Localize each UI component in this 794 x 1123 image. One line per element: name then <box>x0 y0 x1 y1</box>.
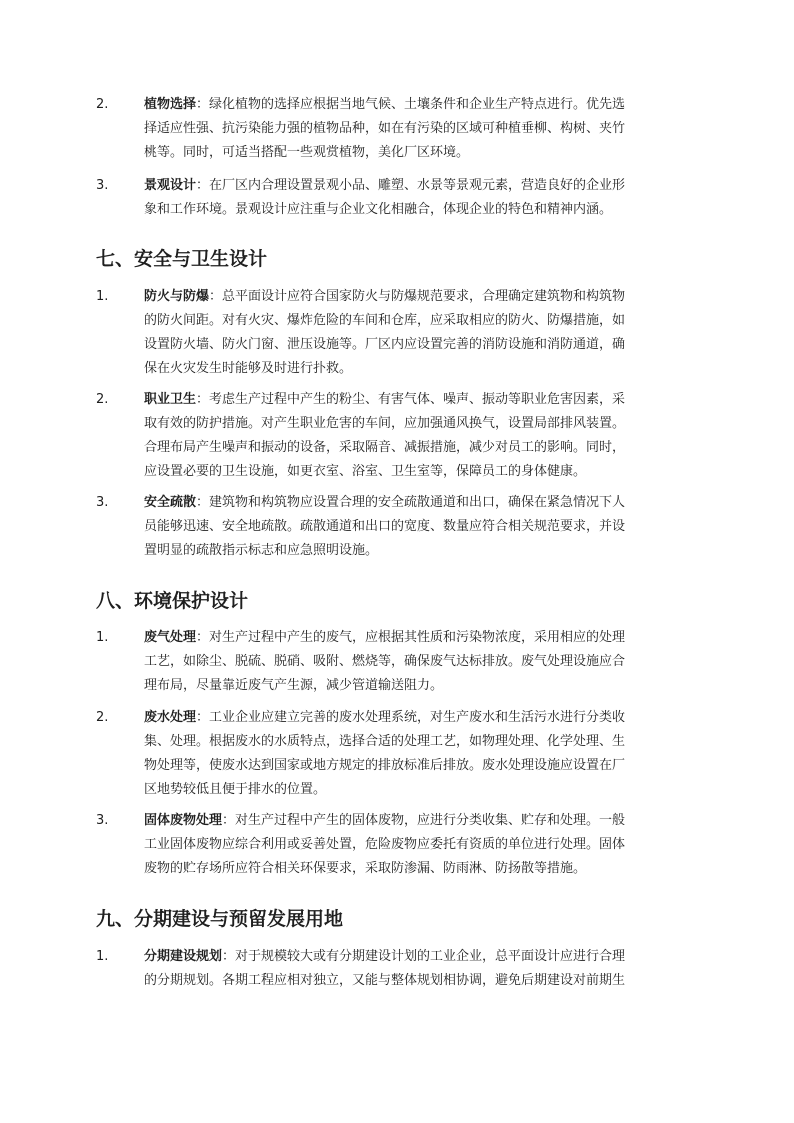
text-line: 设置防火墙、防火门窗、泄压设施等。厂区内应设置完善的消防设施和消防通道，确 <box>144 337 626 352</box>
text-line: ：总平面设计应符合国家防火与防爆规范要求，合理确定建筑物和构筑物 <box>209 289 626 304</box>
list-item-text <box>144 285 704 381</box>
text-line: 工艺，如除尘、脱硫、脱硝、吸附、燃烧等，确保废气达标排放。废气处理设施应合 <box>144 654 626 669</box>
text-line: 取有效的防护措施。对产生职业危害的车间，应加强通风换气，设置局部排风装置。 <box>144 416 626 431</box>
item-label: 安全疏散 <box>144 495 197 510</box>
list-number: 3. <box>96 813 109 828</box>
item-label: 防火与防爆 <box>144 289 210 304</box>
item-label: 景观设计 <box>144 178 197 193</box>
text-line: 区地势较低且便于排水的位置。 <box>144 782 327 797</box>
list-number: 1. <box>96 630 109 645</box>
list-number: 2. <box>96 97 109 112</box>
list-number: 1. <box>96 289 109 304</box>
section-heading-phased-construction: 九、分期建设与预留发展用地 <box>96 908 344 930</box>
item-label: 职业卫生 <box>144 392 197 407</box>
text-line: ：在厂区内合理设置景观小品、雕塑、水景等景观元素，营造良好的企业形 <box>196 178 626 193</box>
text-line: ：对生产过程中产生的废气，应根据其性质和污染物浓度，采用相应的处理 <box>196 630 626 645</box>
text-line: ：绿化植物的选择应根据当地气候、土壤条件和企业生产特点进行。优先选 <box>196 97 626 112</box>
text-line: 的分期规划。各期工程应相对独立，又能与整体规划相协调，避免后期建设对前期生 <box>144 973 626 988</box>
text-line: 理布局，尽量靠近废气产生源，减少管道输送阻力。 <box>144 678 444 693</box>
item-label: 废气处理 <box>144 630 197 645</box>
text-line: 象和工作环境。景观设计应注重与企业文化相融合，体现企业的特色和精神内涵。 <box>144 202 613 217</box>
text-line: 工业固体废物应综合利用或妥善处置，危险废物应委托有资质的单位进行处理。固体 <box>144 837 626 852</box>
text-line: ：建筑物和构筑物应设置合理的安全疏散通道和出口，确保在紧急情况下人 <box>196 495 626 510</box>
text-line: 应设置必要的卫生设施，如更衣室、浴室、卫生室等，保障员工的身体健康。 <box>144 464 587 479</box>
list-item-text <box>144 93 704 165</box>
text-line: 的防火间距。对有火灾、爆炸危险的车间和仓库，应采取相应的防火、防爆措施，如 <box>144 313 626 328</box>
list-item-text <box>144 626 704 698</box>
text-line: 废物的贮存场所应符合相关环保要求，采取防渗漏、防雨淋、防扬散等措施。 <box>144 861 587 876</box>
text-line: 保在火灾发生时能够及时进行扑救。 <box>144 361 353 376</box>
list-number: 3. <box>96 178 109 193</box>
list-number: 2. <box>96 710 109 725</box>
text-line: 置明显的疏散指示标志和应急照明设施。 <box>144 543 379 558</box>
list-number: 2. <box>96 392 109 407</box>
list-item-text <box>144 706 704 802</box>
item-label: 分期建设规划 <box>144 949 223 964</box>
text-line: ：工业企业应建立完善的废水处理系统，对生产废水和生活污水进行分类收 <box>196 710 626 725</box>
text-line: ：对于规模较大或有分期建设计划的工业企业，总平面设计应进行合理 <box>222 949 626 964</box>
text-line: 择适应性强、抗污染能力强的植物品种，如在有污染的区域可种植垂柳、构树、夹竹 <box>144 121 626 136</box>
item-label: 废水处理 <box>144 710 197 725</box>
section-heading-safety: 七、安全与卫生设计 <box>96 248 268 270</box>
item-label: 固体废物处理 <box>144 813 223 828</box>
list-item-text <box>144 174 704 222</box>
list-item-text <box>144 388 704 484</box>
list-number: 1. <box>96 949 109 964</box>
text-line: 员能够迅速、安全地疏散。疏散通道和出口的宽度、数量应符合相关规范要求，并设 <box>144 519 626 534</box>
text-line: 桃等。同时，可适当搭配一些观赏植物，美化厂区环境。 <box>144 145 470 160</box>
text-line: 物处理等，使废水达到国家或地方规定的排放标准后排放。废水处理设施应设置在厂 <box>144 758 626 773</box>
text-line: ：对生产过程中产生的固体废物，应进行分类收集、贮存和处理。一般 <box>222 813 626 828</box>
text-line: 合理布局产生噪声和振动的设备，采取隔音、减振措施，减少对员工的影响。同时， <box>144 440 626 455</box>
text-line: 集、处理。根据废水的水质特点，选择合适的处理工艺，如物理处理、化学处理、生 <box>144 734 626 749</box>
list-item-text <box>144 809 704 881</box>
text-line: ：考虑生产过程中产生的粉尘、有害气体、噪声、振动等职业危害因素，采 <box>196 392 626 407</box>
section-heading-environment: 八、环境保护设计 <box>96 590 249 612</box>
item-label: 植物选择 <box>144 97 197 112</box>
list-item-text <box>144 491 704 563</box>
list-item-text <box>144 945 704 993</box>
list-number: 3. <box>96 495 109 510</box>
